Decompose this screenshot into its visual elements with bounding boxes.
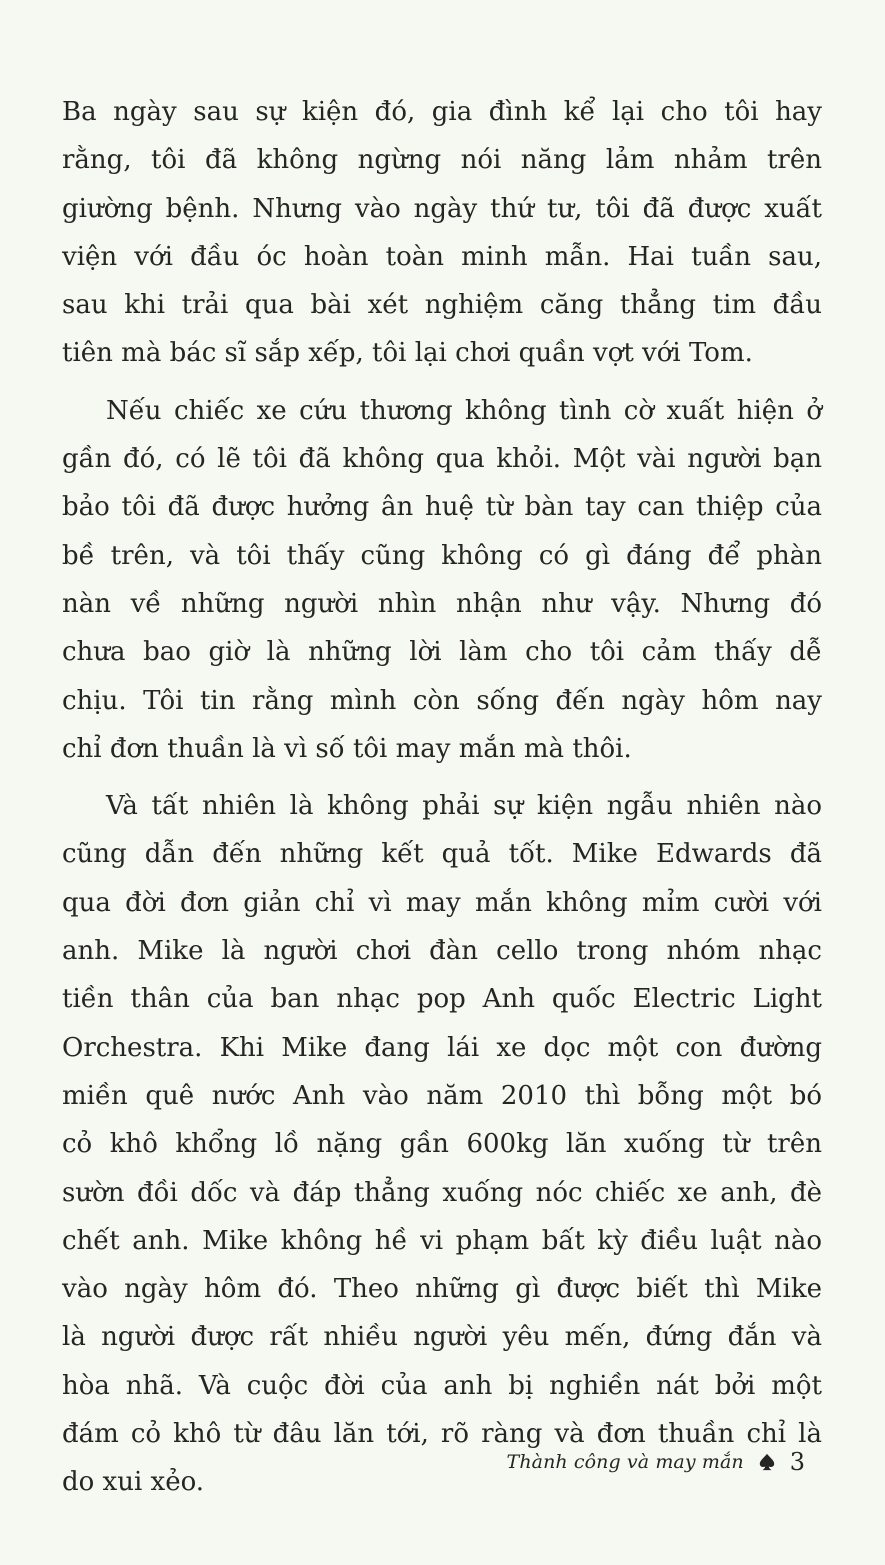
spade-icon (758, 1453, 776, 1471)
running-footer-title: Thành công và may mắn (506, 1451, 744, 1473)
text-line: hòa nhã. Và cuộc đời của anh bị nghiền nát bởi một (62, 1370, 822, 1401)
text-line: cỏ khô khổng lồ nặng gần 600kg lăn xuống từ trên (62, 1129, 822, 1160)
text-line: cũng dẫn đến những kết quả tốt. Mike Edwards đã (62, 839, 822, 870)
text-line: rằng, tôi đã không ngừng nói năng lảm nhảm trên (62, 145, 822, 176)
text-line: giường bệnh. Nhưng vào ngày thứ tư, tôi đã được xuất (62, 193, 822, 224)
text-line: chỉ đơn thuần là vì số tôi may mắn mà thôi. (62, 733, 632, 764)
paragraph (62, 387, 822, 773)
page-number: 3 (789, 1448, 805, 1476)
text-line: sau khi trải qua bài xét nghiệm căng thẳng tim đầu (62, 290, 822, 321)
text-line: Orchestra. Khi Mike đang lái xe dọc một con đường (62, 1032, 822, 1063)
text-line: viện với đầu óc hoàn toàn minh mẫn. Hai tuần sau, (62, 241, 822, 272)
text-line: chưa bao giờ là những lời làm cho tôi cảm thấy dễ (62, 637, 822, 668)
text-line: Ba ngày sau sự kiện đó, gia đình kể lại cho tôi hay (62, 97, 822, 127)
text-line: anh. Mike là người chơi đàn cello trong nhóm nhạc (62, 936, 822, 967)
text-line: tiền thân của ban nhạc pop Anh quốc Electric Light (62, 984, 822, 1015)
text-line: bảo tôi đã được hưởng ân huệ từ bàn tay can thiệp của (62, 492, 822, 523)
text-line: nàn về những người nhìn nhận như vậy. Nhưng đó (62, 588, 822, 619)
text-line: vào ngày hôm đó. Theo những gì được biết thì Mike (62, 1274, 822, 1305)
body-text (62, 88, 822, 1507)
page-footer (507, 1448, 805, 1476)
text-line: gần đó, có lẽ tôi đã không qua khỏi. Một vài người bạn (62, 444, 822, 475)
text-line: chết anh. Mike không hề vi phạm bất kỳ điều luật nào (62, 1225, 822, 1256)
paragraph (62, 88, 822, 378)
text-line: miền quê nước Anh vào năm 2010 thì bỗng một bó (62, 1080, 822, 1111)
paragraph (62, 782, 822, 1506)
text-line: tiên mà bác sĩ sắp xếp, tôi lại chơi quần vợt với Tom. (62, 338, 753, 369)
text-line: do xui xẻo. (62, 1467, 205, 1498)
text-line: bề trên, và tôi thấy cũng không có gì đáng để phàn (62, 540, 822, 571)
text-line: chịu. Tôi tin rằng mình còn sống đến ngày hôm nay (62, 685, 822, 716)
text-line: đám cỏ khô từ đâu lăn tới, rõ ràng và đơn thuần chỉ là (62, 1419, 822, 1450)
text-line: Nếu chiếc xe cứu thương không tình cờ xuất hiện ở (106, 395, 822, 426)
text-line: là người được rất nhiều người yêu mến, đứng đắn và (62, 1322, 822, 1353)
text-line: sườn đồi dốc và đáp thẳng xuống nóc chiếc xe anh, đè (62, 1177, 822, 1208)
text-line: qua đời đơn giản chỉ vì may mắn không mỉm cười với (62, 887, 822, 918)
text-line: Và tất nhiên là không phải sự kiện ngẫu nhiên nào (106, 791, 822, 822)
